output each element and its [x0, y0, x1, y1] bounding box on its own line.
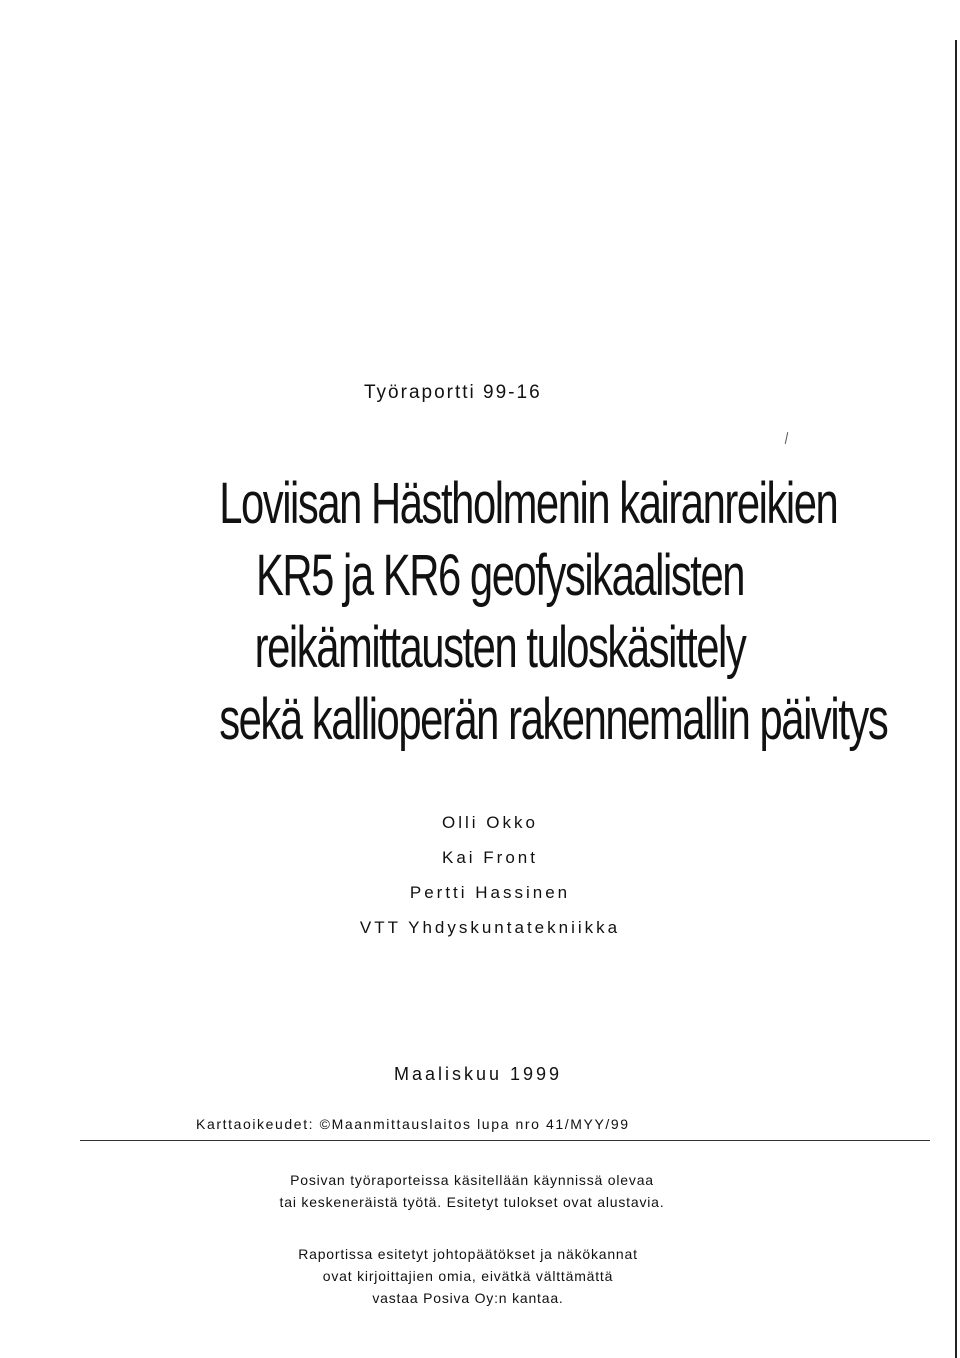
report-title	[219, 468, 888, 756]
disclaimer-line: tai keskeneräistä työtä. Esitetyt tulokset ovat alustavia.	[279, 1194, 665, 1210]
page-edge-line	[955, 40, 957, 1358]
title-line-1: Loviisan Hästholmenin kairanreikien	[219, 471, 838, 536]
author-list	[0, 805, 960, 945]
disclaimer-line: Posivan työraporteissa käsitellään käynnissä olevaa	[290, 1172, 654, 1188]
disclaimer-line: vastaa Posiva Oy:n kantaa.	[372, 1290, 564, 1306]
report-number: Työraportti 99-16	[364, 382, 542, 403]
title-line-4: sekä kallioperän rakennemallin päivitys	[219, 687, 888, 752]
title-line-3: reikämittausten tuloskäsittely	[254, 615, 746, 680]
publication-date: Maaliskuu 1999	[393, 1064, 563, 1084]
author-2: Kai Front	[442, 848, 538, 867]
author-3: Pertti Hassinen	[409, 883, 571, 902]
disclaimer-line: Raportissa esitetyt johtopäätökset ja näkökannat	[298, 1246, 638, 1262]
map-copyright: Karttaoikeudet: ©Maanmittauslaitos lupa nro 41/MYY/99	[196, 1116, 630, 1132]
stray-mark	[785, 432, 788, 444]
disclaimer-opinions	[0, 1243, 948, 1309]
author-1: Olli Okko	[442, 813, 538, 832]
title-line-2: KR5 ja KR6 geofysikaalisten	[255, 543, 745, 608]
organization: VTT Yhdyskuntatekniikka	[359, 918, 621, 937]
disclaimer-line: ovat kirjoittajien omia, eivätkä välttämättä	[322, 1268, 614, 1284]
divider	[80, 1140, 930, 1141]
disclaimer-preliminary	[0, 1169, 952, 1213]
